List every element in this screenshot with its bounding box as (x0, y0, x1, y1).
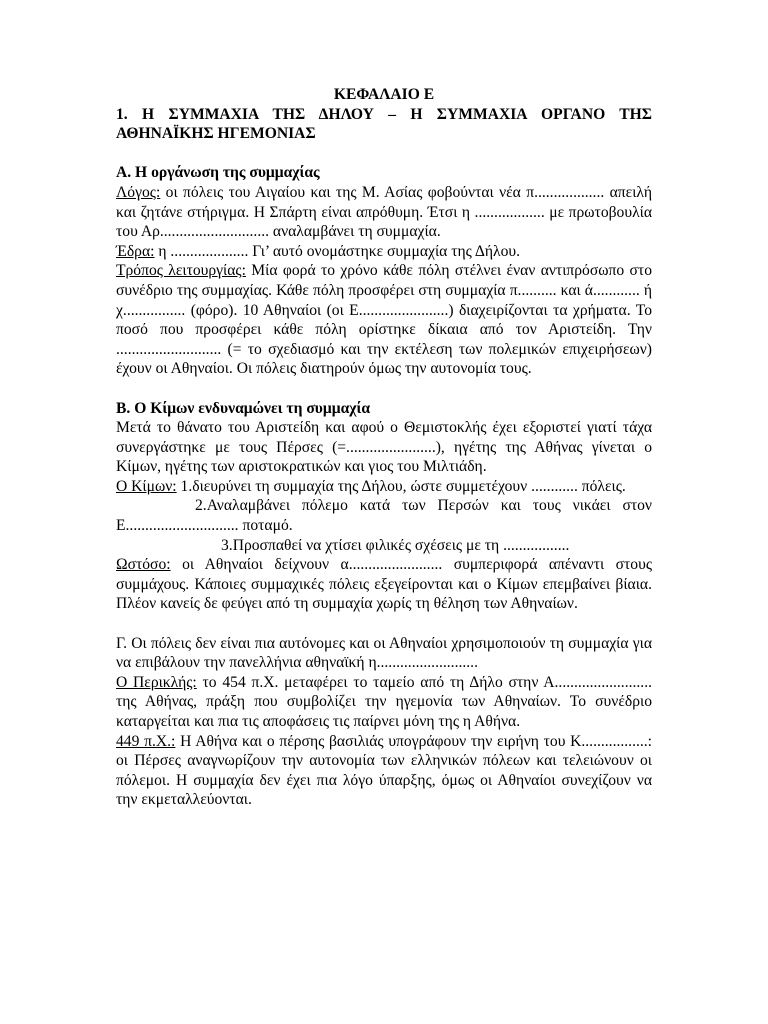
year-label: 449 π.Χ.: (116, 732, 176, 750)
edra-label: Έδρα: (116, 242, 155, 260)
ostoso-text: οι Αθηναίοι δείχνουν α........................ συμπεριφορά απέναντι στους συμμάχους. Κάποιες συμμαχικές πόλεις εξεγείρονται και ο Κίμων επεμβαίνει βίαια. Πλέον κανείς δε φεύγει από τη συμμαχία χωρίς τη θέληση των Αθηναίων. (116, 556, 652, 613)
tropos-text: Μία φορά το χρόνο κάθε πόλη στέλνει έναν αντιπρόσωπο στο συνέδριο της συμμαχίας. Κάθε πόλη προσφέρει στη συμμαχία π.......... και ά............ ή χ................ (φόρο). 10 Αθηναίοι (οι Ε.......................) διαχειρίζονται τα χρήματα. Το ποσό που προσφέρει κάθε πόλη ορίστηκε δίκαια από τον Αριστείδη. Την ........................... (= το σχεδιασμό και την εκτέλεση των πολεμικών επιχειρήσεων) έχουν οι Αθηναίοι. Οι πόλεις διατηρούν όμως την αυτονομία τους. (116, 262, 652, 378)
spacer (116, 144, 652, 164)
perikles-label: Ο Περικλής: (116, 673, 197, 691)
section-b-heading: Β. Ο Κίμων ενδυναμώνει τη συμμαχία (116, 399, 371, 417)
kimon-item1-text: 1.διευρύνει τη συμμαχία της Δήλου, ώστε συμμετέχουν ............ πόλεις. (176, 477, 626, 495)
spacer (116, 614, 652, 634)
paragraph-449 (116, 732, 652, 810)
paragraph-edra (116, 242, 652, 262)
paragraph-logos (116, 183, 652, 242)
paragraph-c-intro: Γ. Οι πόλεις δεν είναι πια αυτόνομες και οι Αθηναίοι χρησιμοποιούν τη συμμαχία για να επιβάλουν την πανελλήνια αθηναϊκή η.......................... (116, 634, 652, 672)
tropos-label: Τρόπος λειτουργίας: (116, 262, 246, 280)
edra-text: η .................... Γι’ αυτό ονομάστηκε συμμαχία της Δήλου. (154, 242, 521, 260)
logos-text: οι πόλεις του Αιγαίου και της Μ. Ασίας φοβούνται νέα π.................. απειλή και ζητάνε στήριγμα. Η Σπάρτη είναι απρόθυμη. Έτσι η .................. με πρωτοβουλία του Αρ............................ αναλαμβάνει τη συμμαχία. (116, 183, 652, 241)
ostoso-label: Ωστόσο: (116, 556, 171, 574)
paragraph-b-intro: Μετά το θάνατο του Αριστείδη και αφού ο Θεμιστοκλής έχει εξοριστεί γιατί τάχα συνεργάστηκε με τους Πέρσες (=.......................), ηγέτης της Αθήνας γίνεται ο Κίμων, ηγέτης των αριστοκρατικών και γιος του Μιλτιάδη. (116, 419, 652, 476)
section-a-heading: Α. Η οργάνωση της συμμαχίας (116, 164, 320, 182)
paragraph-ostoso (116, 555, 652, 614)
logos-label: Λόγος: (116, 183, 161, 201)
chapter-title: 1. Η ΣΥΜΜΑΧΙΑ ΤΗΣ ΔΗΛΟΥ – Η ΣΥΜΜΑΧΙΑ ΟΡΓΑΝΟ ΤΗΣ ΑΘΗΝΑΪΚΗΣ ΗΓΕΜΟΝΙΑΣ (116, 105, 652, 143)
kimon-item3-text: 3.Προσπαθεί να χτίσει φιλικές σχέσεις με τη ................. (221, 536, 570, 554)
spacer (116, 379, 652, 399)
year-text: Η Αθήνα και ο πέρσης βασιλιάς υπογράφουν την ειρήνη του Κ.................: οι Πέρσες αναγνωρίζουν την αυτονομία των ελληνικών πόλεων και τελειώνουν οι πόλεμοι. Η συμμαχία δεν έχει πια λόγο ύπαρξης, όμως οι Αθηναίοι συνεχίζουν να την εκμεταλλεύονται. (116, 732, 652, 809)
kimon-label: Ο Κίμων: (116, 477, 177, 495)
perikles-text: το 454 π.Χ. μεταφέρει το ταμείο από τη Δήλο στην Α......................... της Αθήνας, πράξη που συμβολίζει την ηγεμονία των Αθηναίων. Το συνέδριο καταργείται και πια τις αποφάσεις τις παίρνει μόνη της η Αθήνα. (116, 673, 652, 730)
paragraph-kimon-item2 (116, 496, 652, 535)
paragraph-kimon-item1 (116, 477, 652, 497)
kimon-item2-text: 2.Αναλαμβάνει πόλεμο κατά των Περσών και τους νικάει στον Ε............................. ποταμό. (116, 497, 652, 535)
paragraph-perikles (116, 673, 652, 732)
paragraph-kimon-item3 (116, 536, 652, 556)
chapter-heading: ΚΕΦΑΛΑΙΟ Ε (333, 86, 435, 103)
paragraph-tropos (116, 261, 652, 379)
